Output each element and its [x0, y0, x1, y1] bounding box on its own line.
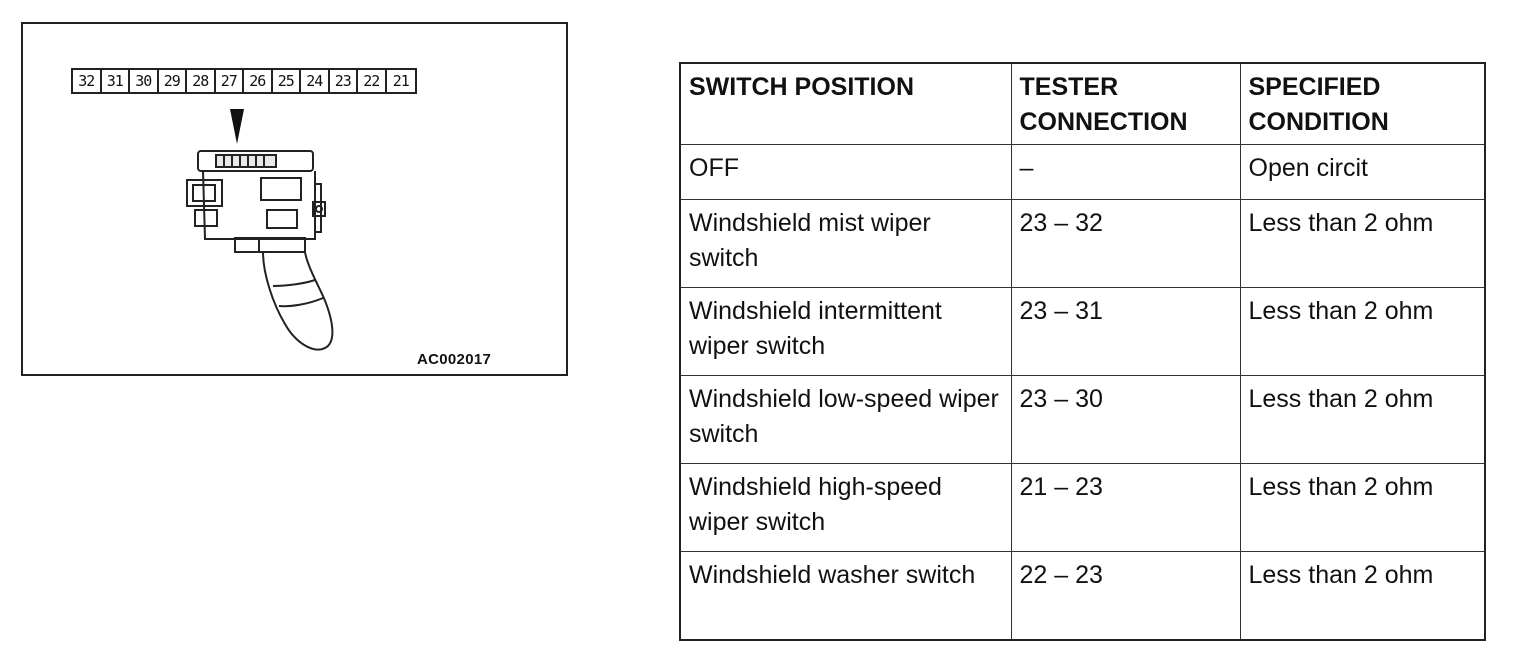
wiper-switch-drawing [23, 24, 566, 374]
table-row [680, 552, 1485, 640]
cell-tester-connection: – [1011, 145, 1240, 200]
connector-pin: 24 [301, 70, 330, 92]
cell-tester-connection: 23 – 31 [1011, 288, 1240, 376]
switch-continuity-table [679, 62, 1486, 641]
header-tester-connection: TESTER CONNECTION [1011, 63, 1240, 145]
connector-pin: 25 [273, 70, 302, 92]
switch-illustration-panel [21, 22, 568, 376]
connector-pin: 32 [73, 70, 102, 92]
table-row [680, 376, 1485, 464]
cell-tester-connection: 23 – 32 [1011, 200, 1240, 288]
table-header-row [680, 63, 1485, 145]
cell-specified-condition: Less than 2 ohm [1240, 552, 1485, 640]
table-row [680, 200, 1485, 288]
cell-switch-position: Windshield washer switch [680, 552, 1011, 640]
table-row [680, 145, 1485, 200]
cell-tester-connection: 22 – 23 [1011, 552, 1240, 640]
cell-specified-condition: Less than 2 ohm [1240, 376, 1485, 464]
connector-pin: 31 [102, 70, 131, 92]
cell-switch-position: Windshield intermittent wiper switch [680, 288, 1011, 376]
cell-tester-connection: 23 – 30 [1011, 376, 1240, 464]
cell-tester-connection: 21 – 23 [1011, 464, 1240, 552]
connector-pin: 22 [358, 70, 387, 92]
connector-pin: 26 [244, 70, 273, 92]
connector-pin: 28 [187, 70, 216, 92]
table-row [680, 464, 1485, 552]
connector-pin: 21 [392, 72, 409, 90]
cell-specified-condition: Open circit [1240, 145, 1485, 200]
figure-code-label: AC002017 [417, 351, 492, 368]
cell-switch-position: OFF [680, 145, 1011, 200]
header-switch-position: SWITCH POSITION [680, 63, 1011, 145]
cell-switch-position: Windshield high-speed wiper switch [680, 464, 1011, 552]
pointer-arrow-icon [230, 109, 244, 144]
table-row [680, 288, 1485, 376]
cell-specified-condition: Less than 2 ohm [1240, 200, 1485, 288]
cell-switch-position: Windshield mist wiper switch [680, 200, 1011, 288]
connector-pin: 27 [216, 70, 245, 92]
cell-specified-condition: Less than 2 ohm [1240, 464, 1485, 552]
header-specified-condition: SPECIFIED CONDITION [1240, 63, 1485, 145]
cell-switch-position: Windshield low-speed wiper switch [680, 376, 1011, 464]
connector-pin: 23 [330, 70, 359, 92]
cell-specified-condition: Less than 2 ohm [1240, 288, 1485, 376]
connector-pin: 29 [159, 70, 188, 92]
connector-pin: 30 [130, 70, 159, 92]
